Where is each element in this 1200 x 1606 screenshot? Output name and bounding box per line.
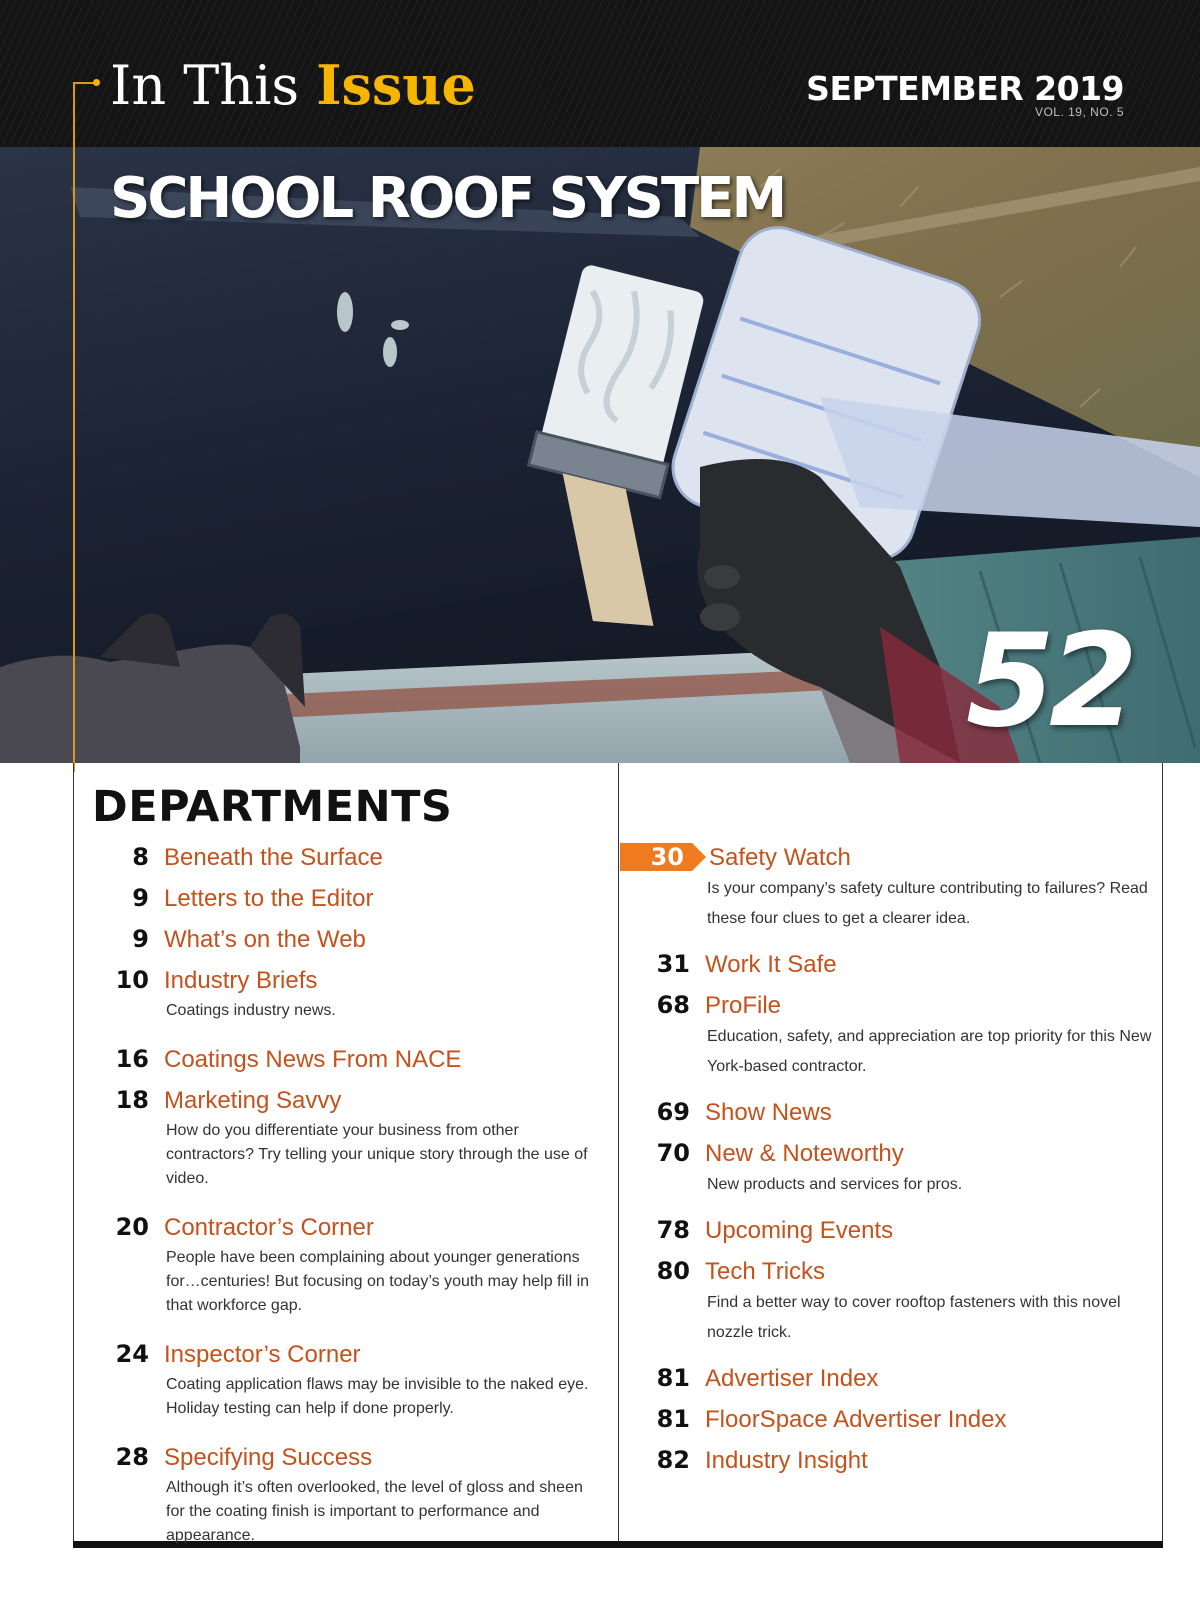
page-number: 68 [656,991,690,1019]
department-title[interactable]: Industry Briefs [164,967,318,994]
ornament-dot [93,79,100,86]
department-title[interactable]: What’s on the Web [164,926,366,953]
page-number: 16 [115,1045,149,1073]
page-number: 81 [656,1405,690,1433]
department-title[interactable]: ProFile [705,992,782,1019]
department-title[interactable]: Safety Watch [709,844,851,871]
page-number: 9 [132,925,149,953]
feature-photo[interactable] [0,147,1200,763]
department-title[interactable]: Industry Insight [705,1447,868,1474]
page-number: 70 [656,1139,690,1167]
department-title[interactable]: New & Noteworthy [705,1140,904,1167]
department-entry[interactable] [620,1098,1155,1127]
department-entry[interactable] [620,1257,1155,1348]
department-title[interactable]: Inspector’s Corner [164,1341,361,1368]
department-description: Coating application flaws may be invisible to the naked eye. Holiday testing can help if done properly. [166,1376,589,1417]
department-title[interactable]: FloorSpace Advertiser Index [705,1406,1007,1433]
department-title[interactable]: Beneath the Surface [164,844,383,871]
departments-right-column [620,843,1155,1487]
department-title[interactable]: Marketing Savvy [164,1087,342,1114]
department-description: How do you differentiate your business from other contractors? Try telling your unique story through the use of video. [166,1122,588,1187]
box-column-divider [618,763,619,1543]
page-number: 8 [132,843,149,871]
department-entry[interactable] [620,1446,1155,1475]
department-entry-highlighted[interactable] [620,843,1155,934]
page-number: 81 [656,1364,690,1392]
department-entry[interactable] [92,884,602,913]
department-description: New products and services for pros. [707,1176,963,1193]
department-description: Is your company’s safety culture contributing to failures? Read these four clues to get a clearer idea. [707,880,1148,927]
page-number: 20 [115,1213,149,1241]
department-title[interactable]: Contractor’s Corner [164,1214,374,1241]
department-title[interactable]: Tech Tricks [705,1258,826,1285]
departments-heading: DEPARTMENTS [92,782,453,832]
department-entry[interactable] [92,843,602,872]
department-title[interactable]: Letters to the Editor [164,885,374,912]
department-entry[interactable] [620,1405,1155,1434]
page-number: 24 [115,1340,149,1368]
department-entry[interactable] [620,1139,1155,1200]
page-number: 31 [656,950,690,978]
departments-left-column [92,843,602,1560]
department-description: Education, safety, and appreciation are top priority for this New York-based contractor. [707,1028,1152,1075]
department-entry[interactable] [92,966,602,1023]
department-entry[interactable] [92,1213,602,1318]
department-description: Coatings industry news. [166,1002,336,1019]
page-number: 10 [115,966,149,994]
page-title-prefix: In This [110,54,317,117]
department-entry[interactable] [92,1340,602,1421]
department-title[interactable]: Work It Safe [705,951,837,978]
issue-volume: VOL. 19, NO. 5 [1034,105,1124,119]
department-entry[interactable] [620,991,1155,1082]
page-number: 9 [132,884,149,912]
page-number: 69 [656,1098,690,1126]
department-title[interactable]: Upcoming Events [705,1217,894,1244]
department-entry[interactable] [92,1086,602,1191]
issue-header [0,0,1200,147]
page-number: 18 [115,1086,149,1114]
page-number: 80 [656,1257,690,1285]
page-number: 82 [656,1446,690,1474]
department-entry[interactable] [92,925,602,954]
department-description: People have been complaining about younger generations for…centuries! But focusing on today’s youth may help fill in that workforce gap. [166,1249,590,1314]
highlighted-page-number: 30 [620,843,692,871]
box-border-left [73,763,74,1543]
page-number: 78 [656,1216,690,1244]
ornament-line-vertical [73,82,75,772]
box-border-right [1162,763,1163,1543]
department-entry[interactable] [620,950,1155,979]
page-number: 28 [115,1443,149,1471]
feature-title[interactable]: SCHOOL ROOF SYSTEM [110,166,785,231]
feature-page-number[interactable]: 52 [965,607,1132,756]
issue-date: SEPTEMBER 2019 [806,69,1124,108]
department-title[interactable]: Show News [705,1099,832,1126]
department-description: Find a better way to cover rooftop fasteners with this novel nozzle trick. [707,1294,1121,1341]
page-title-emphasis: Issue [316,53,476,117]
department-title[interactable]: Specifying Success [164,1444,373,1471]
page-title [110,54,476,117]
department-entry[interactable] [620,1364,1155,1393]
department-description: Although it’s often overlooked, the level of gloss and sheen for the coating finish is important to performance and appearance. [166,1479,583,1544]
department-entry[interactable] [620,1216,1155,1245]
department-title[interactable]: Coatings News From NACE [164,1046,462,1073]
department-title[interactable]: Advertiser Index [705,1365,879,1392]
department-entry[interactable] [92,1443,602,1548]
department-entry[interactable] [92,1045,602,1074]
